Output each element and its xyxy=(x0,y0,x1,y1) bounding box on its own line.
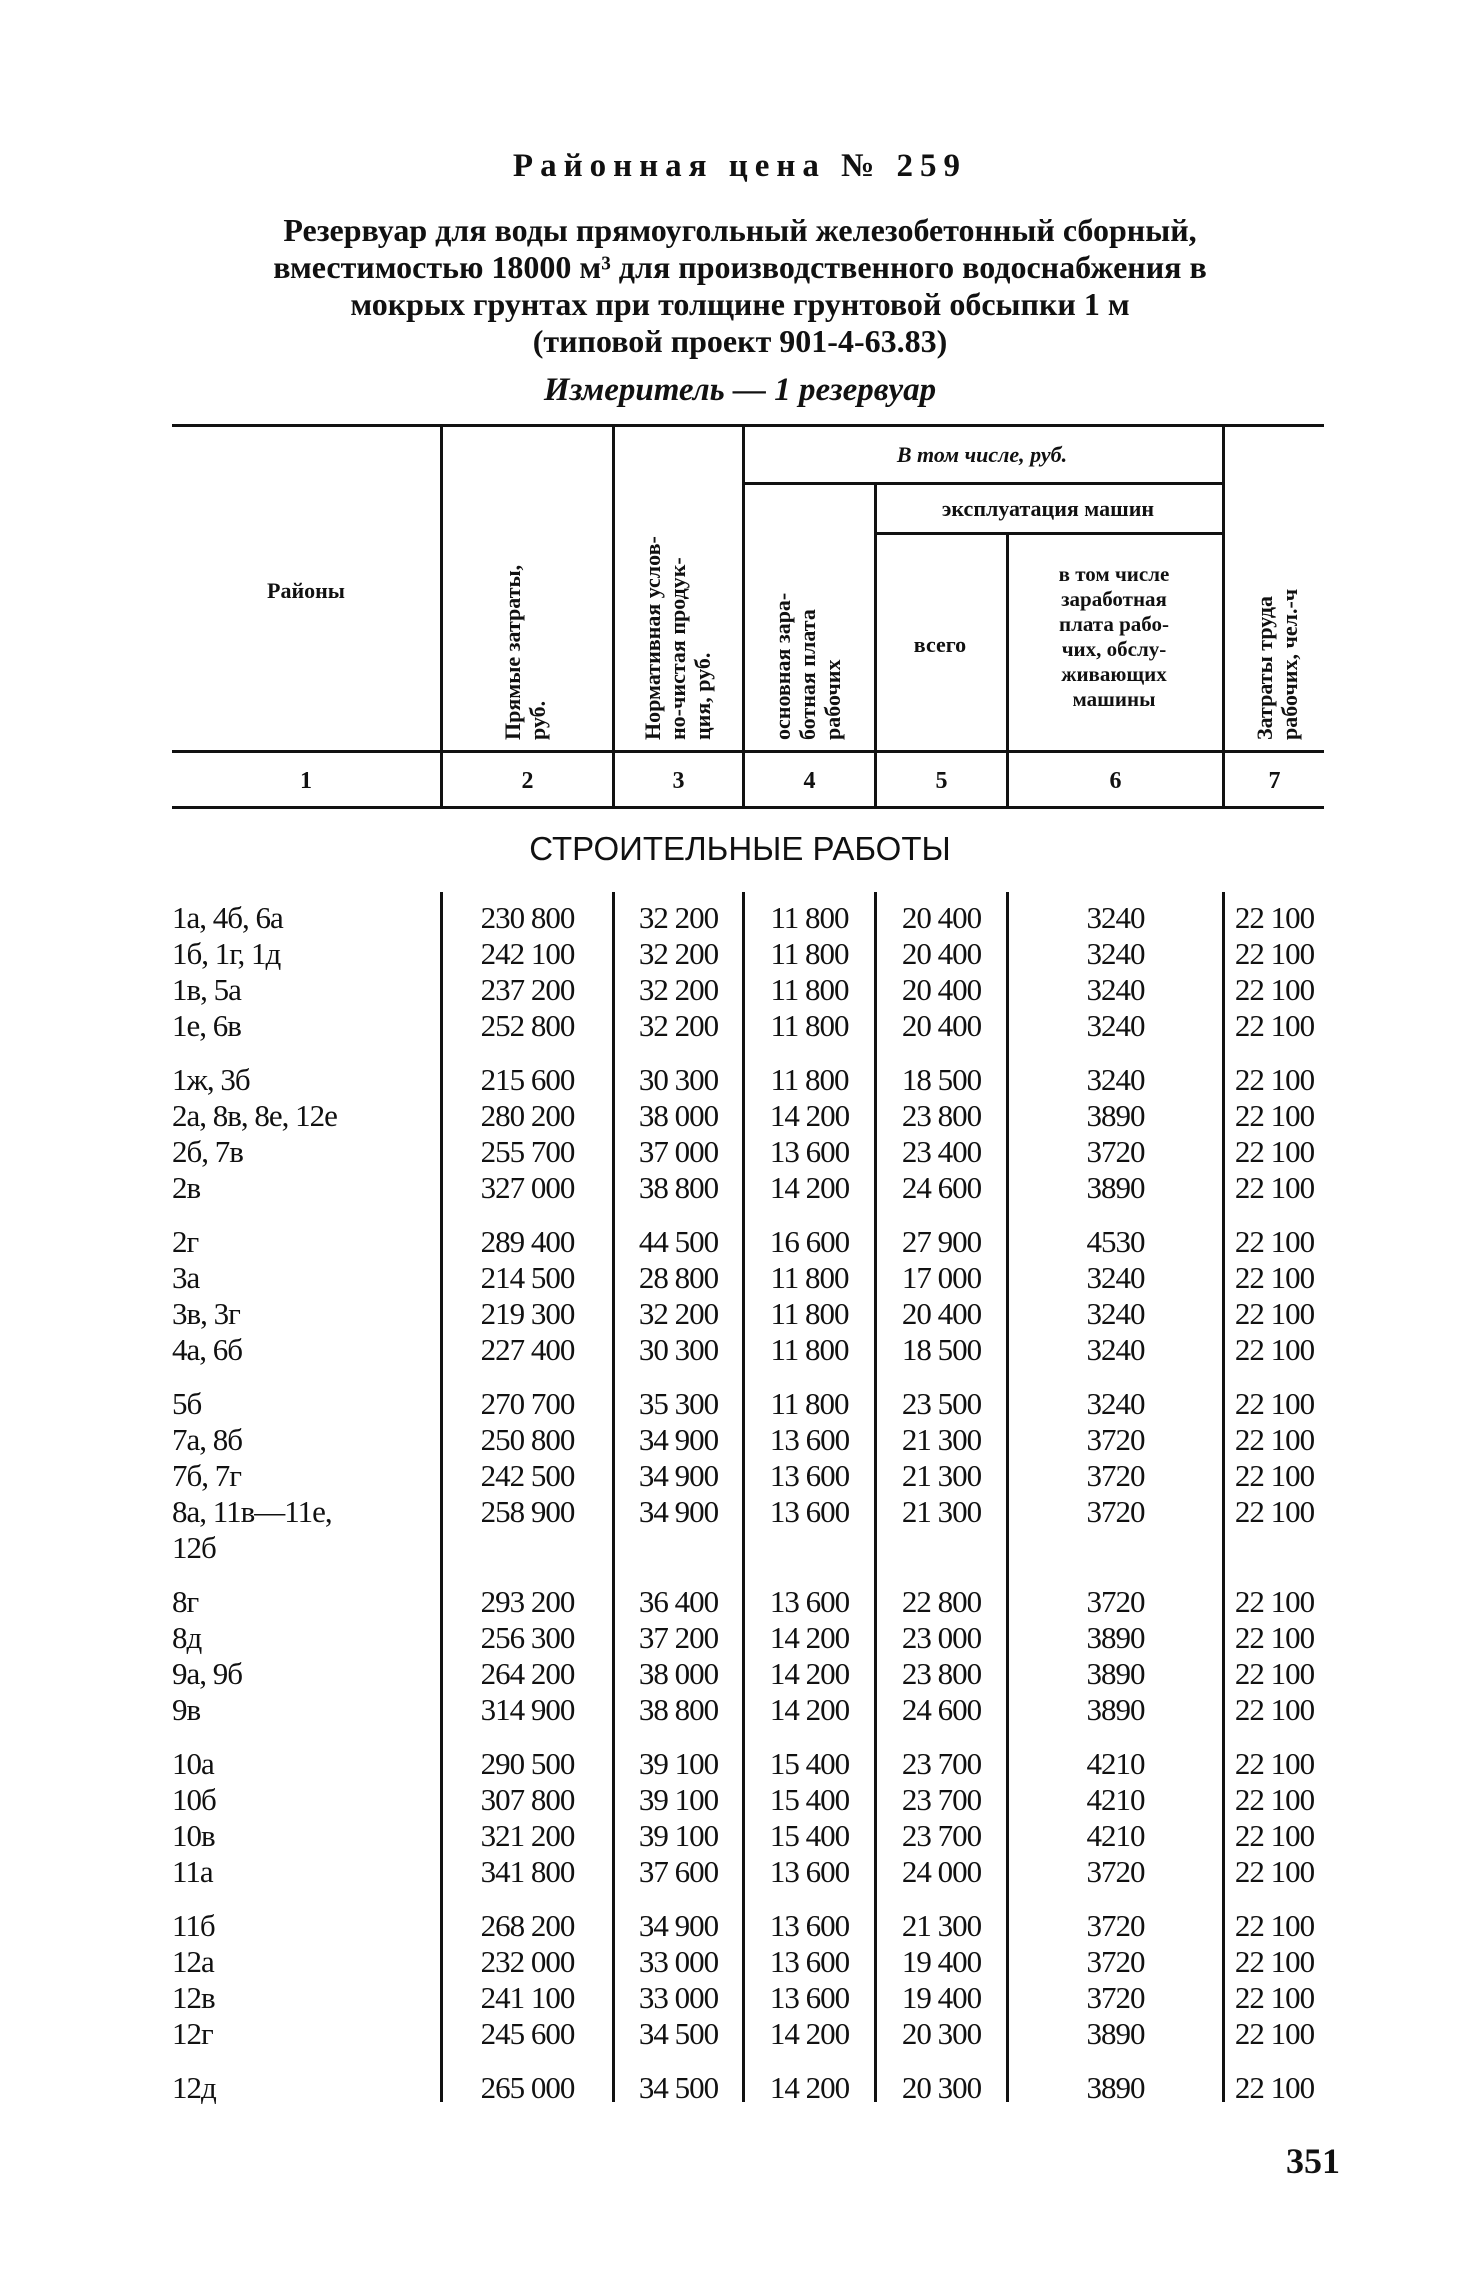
value-cell: 341 800 xyxy=(480,1854,575,1889)
value-cell: 19 400 xyxy=(901,1944,982,1979)
value-cell: 20 400 xyxy=(901,1296,982,1331)
value-cell: 3240 xyxy=(1086,972,1145,1007)
value-cell: 30 300 xyxy=(638,1332,719,1367)
value-cell: 264 200 xyxy=(480,1656,575,1691)
value-cell: 27 900 xyxy=(901,1224,982,1259)
value-cell: 24 000 xyxy=(901,1854,982,1889)
value-cell: 17 000 xyxy=(901,1260,982,1295)
region-cell: 10б xyxy=(172,1782,216,1817)
value-cell: 20 400 xyxy=(901,936,982,971)
value-cell: 39 100 xyxy=(638,1746,719,1781)
column-number: 7 xyxy=(1268,768,1281,794)
value-cell: 265 000 xyxy=(480,2070,575,2105)
value-cell: 15 400 xyxy=(769,1746,850,1781)
value-cell: 20 400 xyxy=(901,972,982,1007)
colnum-bottom-rule xyxy=(172,806,1324,809)
header-labor-costs: Затраты труда рабочих, чел.-ч xyxy=(1252,588,1302,740)
description-line: (типовой проект 901-4-63.83) xyxy=(532,323,948,359)
header-normative-output: Нормативная услов- но-чистая продук- ция, руб. xyxy=(640,536,715,740)
value-cell: 22 100 xyxy=(1234,1818,1315,1853)
value-cell: 4210 xyxy=(1086,1746,1145,1781)
value-cell: 38 800 xyxy=(638,1170,719,1205)
value-cell: 22 100 xyxy=(1234,1584,1315,1619)
value-cell: 290 500 xyxy=(480,1746,575,1781)
region-cell: 2а, 8в, 8е, 12е xyxy=(172,1098,337,1133)
value-cell: 18 500 xyxy=(901,1332,982,1367)
value-cell: 250 800 xyxy=(480,1422,575,1457)
value-cell: 13 600 xyxy=(769,1584,850,1619)
value-cell: 3890 xyxy=(1086,1170,1145,1205)
value-cell: 24 600 xyxy=(901,1170,982,1205)
region-cell: 1е, 6в xyxy=(172,1008,241,1043)
value-cell: 34 500 xyxy=(638,2070,719,2105)
value-cell: 11 800 xyxy=(770,900,849,935)
column-number: 2 xyxy=(521,768,534,794)
value-cell: 22 100 xyxy=(1234,1332,1315,1367)
value-cell: 21 300 xyxy=(901,1458,982,1493)
header-incl: В том числе, руб. xyxy=(896,442,1068,467)
value-cell: 14 200 xyxy=(769,2070,850,2105)
measure-unit: Измеритель — 1 резервуар xyxy=(543,372,937,408)
value-cell: 36 400 xyxy=(638,1584,719,1619)
value-cell: 39 100 xyxy=(638,1818,719,1853)
value-cell: 34 900 xyxy=(638,1458,719,1493)
value-cell: 22 100 xyxy=(1234,1494,1315,1529)
value-cell: 23 700 xyxy=(901,1782,982,1817)
value-cell: 280 200 xyxy=(480,1098,575,1133)
description-line: Резервуар для воды прямоугольный железобетонный сборный, xyxy=(283,212,1197,248)
value-cell: 3720 xyxy=(1086,1944,1145,1979)
value-cell: 33 000 xyxy=(638,1980,719,2015)
header-direct-costs: Прямые затраты, руб. xyxy=(500,564,550,740)
value-cell: 3890 xyxy=(1086,1098,1145,1133)
region-cell: 1б, 1г, 1д xyxy=(172,936,281,971)
value-cell: 4530 xyxy=(1086,1224,1145,1259)
value-cell: 19 400 xyxy=(901,1980,982,2015)
section-title: СТРОИТЕЛЬНЫЕ РАБОТЫ xyxy=(529,830,951,867)
value-cell: 32 200 xyxy=(638,900,719,935)
value-cell: 34 900 xyxy=(638,1422,719,1457)
region-cell: 8г xyxy=(172,1584,199,1619)
region-cell-continued: 12б xyxy=(172,1530,216,1565)
value-cell: 22 100 xyxy=(1234,1620,1315,1655)
value-cell: 3720 xyxy=(1086,1854,1145,1889)
value-cell: 241 100 xyxy=(480,1980,575,2015)
value-cell: 13 600 xyxy=(769,1134,850,1169)
value-cell: 20 300 xyxy=(901,2070,982,2105)
region-cell: 11б xyxy=(172,1908,215,1943)
region-cell: 5б xyxy=(172,1386,202,1421)
value-cell: 3240 xyxy=(1086,1008,1145,1043)
region-cell: 1в, 5а xyxy=(172,972,241,1007)
value-cell: 3720 xyxy=(1086,1422,1145,1457)
value-cell: 256 300 xyxy=(480,1620,575,1655)
value-cell: 270 700 xyxy=(480,1386,575,1421)
value-cell: 327 000 xyxy=(480,1170,575,1205)
value-cell: 3720 xyxy=(1086,1980,1145,2015)
value-cell: 3890 xyxy=(1086,2070,1145,2105)
column-number: 6 xyxy=(1109,768,1122,794)
region-cell: 8а, 11в—11е, xyxy=(172,1494,332,1529)
value-cell: 22 100 xyxy=(1234,1008,1315,1043)
column-number: 5 xyxy=(935,768,948,794)
value-cell: 22 100 xyxy=(1234,1944,1315,1979)
value-cell: 18 500 xyxy=(901,1062,982,1097)
value-cell: 11 800 xyxy=(770,1008,849,1043)
value-cell: 22 100 xyxy=(1234,1170,1315,1205)
value-cell: 22 100 xyxy=(1234,1854,1315,1889)
value-cell: 13 600 xyxy=(769,1494,850,1529)
value-cell: 321 200 xyxy=(480,1818,575,1853)
value-cell: 245 600 xyxy=(480,2016,575,2051)
value-cell: 22 100 xyxy=(1234,1386,1315,1421)
value-cell: 3240 xyxy=(1086,936,1145,971)
value-cell: 4210 xyxy=(1086,1818,1145,1853)
value-cell: 3240 xyxy=(1086,1332,1145,1367)
value-cell: 38 000 xyxy=(638,1656,719,1691)
region-cell: 1ж, 3б xyxy=(172,1062,250,1097)
value-cell: 32 200 xyxy=(638,936,719,971)
value-cell: 44 500 xyxy=(638,1224,719,1259)
value-cell: 13 600 xyxy=(769,1458,850,1493)
region-cell: 3в, 3г xyxy=(172,1296,240,1331)
value-cell: 11 800 xyxy=(770,1296,849,1331)
value-cell: 34 900 xyxy=(638,1494,719,1529)
value-cell: 3720 xyxy=(1086,1584,1145,1619)
value-cell: 23 800 xyxy=(901,1656,982,1691)
region-cell: 4а, 6б xyxy=(172,1332,243,1367)
value-cell: 24 600 xyxy=(901,1692,982,1727)
value-cell: 22 100 xyxy=(1234,1656,1315,1691)
region-cell: 11а xyxy=(172,1854,213,1889)
value-cell: 34 900 xyxy=(638,1908,719,1943)
value-cell: 14 200 xyxy=(769,1170,850,1205)
value-cell: 38 000 xyxy=(638,1098,719,1133)
value-cell: 35 300 xyxy=(638,1386,719,1421)
value-cell: 214 500 xyxy=(480,1260,575,1295)
value-cell: 20 300 xyxy=(901,2016,982,2051)
value-cell: 3890 xyxy=(1086,1656,1145,1691)
value-cell: 3240 xyxy=(1086,1260,1145,1295)
value-cell: 3890 xyxy=(1086,1692,1145,1727)
region-cell: 1а, 4б, 6а xyxy=(172,900,283,935)
value-cell: 13 600 xyxy=(769,1980,850,2015)
value-cell: 32 200 xyxy=(638,1296,719,1331)
region-cell: 2г xyxy=(172,1224,199,1259)
value-cell: 37 000 xyxy=(638,1134,719,1169)
value-cell: 3720 xyxy=(1086,1494,1145,1529)
value-cell: 22 100 xyxy=(1234,1746,1315,1781)
value-cell: 13 600 xyxy=(769,1422,850,1457)
value-cell: 22 800 xyxy=(901,1584,982,1619)
value-cell: 37 200 xyxy=(638,1620,719,1655)
value-cell: 22 100 xyxy=(1234,1134,1315,1169)
value-cell: 258 900 xyxy=(480,1494,575,1529)
region-cell: 2в xyxy=(172,1170,201,1205)
value-cell: 4210 xyxy=(1086,1782,1145,1817)
region-cell: 12г xyxy=(172,2016,213,2051)
value-cell: 22 100 xyxy=(1234,1260,1315,1295)
value-cell: 22 100 xyxy=(1234,936,1315,971)
region-cell: 12в xyxy=(172,1980,215,2015)
value-cell: 14 200 xyxy=(769,1098,850,1133)
value-cell: 23 500 xyxy=(901,1386,982,1421)
value-cell: 32 200 xyxy=(638,972,719,1007)
value-cell: 15 400 xyxy=(769,1782,850,1817)
value-cell: 14 200 xyxy=(769,1620,850,1655)
header-regions: Районы xyxy=(267,578,345,603)
value-cell: 22 100 xyxy=(1234,1692,1315,1727)
value-cell: 22 100 xyxy=(1234,1782,1315,1817)
value-cell: 38 800 xyxy=(638,1692,719,1727)
value-cell: 22 100 xyxy=(1234,1062,1315,1097)
region-cell: 9а, 9б xyxy=(172,1656,243,1691)
value-cell: 14 200 xyxy=(769,2016,850,2051)
value-cell: 3720 xyxy=(1086,1134,1145,1169)
price-description xyxy=(200,212,1280,360)
value-cell: 22 100 xyxy=(1234,1422,1315,1457)
value-cell: 21 300 xyxy=(901,1422,982,1457)
column-number: 1 xyxy=(300,768,312,794)
header-bottom-rule xyxy=(172,750,1324,753)
region-cell: 10а xyxy=(172,1746,214,1781)
value-cell: 22 100 xyxy=(1234,1098,1315,1133)
value-cell: 13 600 xyxy=(769,1944,850,1979)
value-cell: 232 000 xyxy=(480,1944,575,1979)
value-cell: 13 600 xyxy=(769,1854,850,1889)
value-cell: 14 200 xyxy=(769,1656,850,1691)
value-cell: 22 100 xyxy=(1234,1224,1315,1259)
value-cell: 22 100 xyxy=(1234,900,1315,935)
column-number: 3 xyxy=(672,768,685,794)
value-cell: 23 000 xyxy=(901,1620,982,1655)
value-cell: 22 100 xyxy=(1234,1980,1315,2015)
header-machines-total: всего xyxy=(913,632,967,657)
value-cell: 11 800 xyxy=(770,1062,849,1097)
value-cell: 11 800 xyxy=(770,936,849,971)
value-cell: 11 800 xyxy=(770,1386,849,1421)
value-cell: 22 100 xyxy=(1234,2070,1315,2105)
column-number: 4 xyxy=(803,768,816,794)
value-cell: 3240 xyxy=(1086,1296,1145,1331)
value-cell: 20 400 xyxy=(901,1008,982,1043)
header-base-wage: основная зара- ботная плата рабочих xyxy=(770,592,845,740)
incl-group-rule xyxy=(742,482,1222,485)
value-cell: 23 700 xyxy=(901,1746,982,1781)
page-number: 351 xyxy=(1286,2141,1340,2181)
value-cell: 28 800 xyxy=(638,1260,719,1295)
value-cell: 37 600 xyxy=(638,1854,719,1889)
region-cell: 7б, 7г xyxy=(172,1458,241,1493)
value-cell: 3240 xyxy=(1086,1062,1145,1097)
region-cell: 3а xyxy=(172,1260,200,1295)
value-cell: 242 100 xyxy=(480,936,575,971)
region-cell: 12д xyxy=(172,2070,216,2105)
description-line: вместимостью 18000 м³ для производственного водоснабжения в xyxy=(273,249,1207,285)
value-cell: 22 100 xyxy=(1234,972,1315,1007)
description-line: мокрых грунтах при толщине грунтовой обсыпки 1 м xyxy=(350,286,1130,322)
value-cell: 21 300 xyxy=(901,1494,982,1529)
value-cell: 293 200 xyxy=(480,1584,575,1619)
value-cell: 23 400 xyxy=(901,1134,982,1169)
value-cell: 252 800 xyxy=(480,1008,575,1043)
value-cell: 23 700 xyxy=(901,1818,982,1853)
value-cell: 11 800 xyxy=(770,1332,849,1367)
value-cell: 22 100 xyxy=(1234,1908,1315,1943)
value-cell: 22 100 xyxy=(1234,2016,1315,2051)
value-cell: 227 400 xyxy=(480,1332,575,1367)
col-divider xyxy=(1222,424,1225,806)
value-cell: 32 200 xyxy=(638,1008,719,1043)
value-cell: 11 800 xyxy=(770,1260,849,1295)
value-cell: 3720 xyxy=(1086,1908,1145,1943)
value-cell: 15 400 xyxy=(769,1818,850,1853)
value-cell: 230 800 xyxy=(480,900,575,935)
header-machines-wage: в том числе заработная плата рабо- чих, обслу- живающих машины xyxy=(1058,562,1170,711)
value-cell: 14 200 xyxy=(769,1692,850,1727)
value-cell: 3890 xyxy=(1086,2016,1145,2051)
value-cell: 21 300 xyxy=(901,1908,982,1943)
value-cell: 33 000 xyxy=(638,1944,719,1979)
region-cell: 9в xyxy=(172,1692,201,1727)
region-cell: 2б, 7в xyxy=(172,1134,243,1169)
value-cell: 268 200 xyxy=(480,1908,575,1943)
value-cell: 237 200 xyxy=(480,972,575,1007)
region-cell: 7а, 8б xyxy=(172,1422,243,1457)
value-cell: 3720 xyxy=(1086,1458,1145,1493)
value-cell: 39 100 xyxy=(638,1782,719,1817)
value-cell: 23 800 xyxy=(901,1098,982,1133)
region-cell: 8д xyxy=(172,1620,202,1655)
value-cell: 255 700 xyxy=(480,1134,575,1169)
value-cell: 22 100 xyxy=(1234,1296,1315,1331)
region-cell: 12а xyxy=(172,1944,214,1979)
value-cell: 20 400 xyxy=(901,900,982,935)
header-machines: эксплуатация машин xyxy=(941,496,1155,521)
col-divider xyxy=(440,424,443,806)
value-cell: 289 400 xyxy=(480,1224,575,1259)
value-cell: 314 900 xyxy=(480,1692,575,1727)
value-cell: 34 500 xyxy=(638,2016,719,2051)
value-cell: 3890 xyxy=(1086,1620,1145,1655)
machines-group-rule xyxy=(874,532,1222,535)
value-cell: 22 100 xyxy=(1234,1458,1315,1493)
value-cell: 13 600 xyxy=(769,1908,850,1943)
value-cell: 3240 xyxy=(1086,1386,1145,1421)
value-cell: 307 800 xyxy=(480,1782,575,1817)
value-cell: 16 600 xyxy=(769,1224,850,1259)
value-cell: 242 500 xyxy=(480,1458,575,1493)
value-cell: 3240 xyxy=(1086,900,1145,935)
col-divider xyxy=(742,424,745,806)
col-divider xyxy=(612,424,615,806)
value-cell: 11 800 xyxy=(770,972,849,1007)
value-cell: 30 300 xyxy=(638,1062,719,1097)
table-top-rule xyxy=(172,424,1324,427)
region-cell: 10в xyxy=(172,1818,215,1853)
value-cell: 215 600 xyxy=(480,1062,575,1097)
value-cell: 219 300 xyxy=(480,1296,575,1331)
price-title: Районная цена № 259 xyxy=(512,148,968,184)
